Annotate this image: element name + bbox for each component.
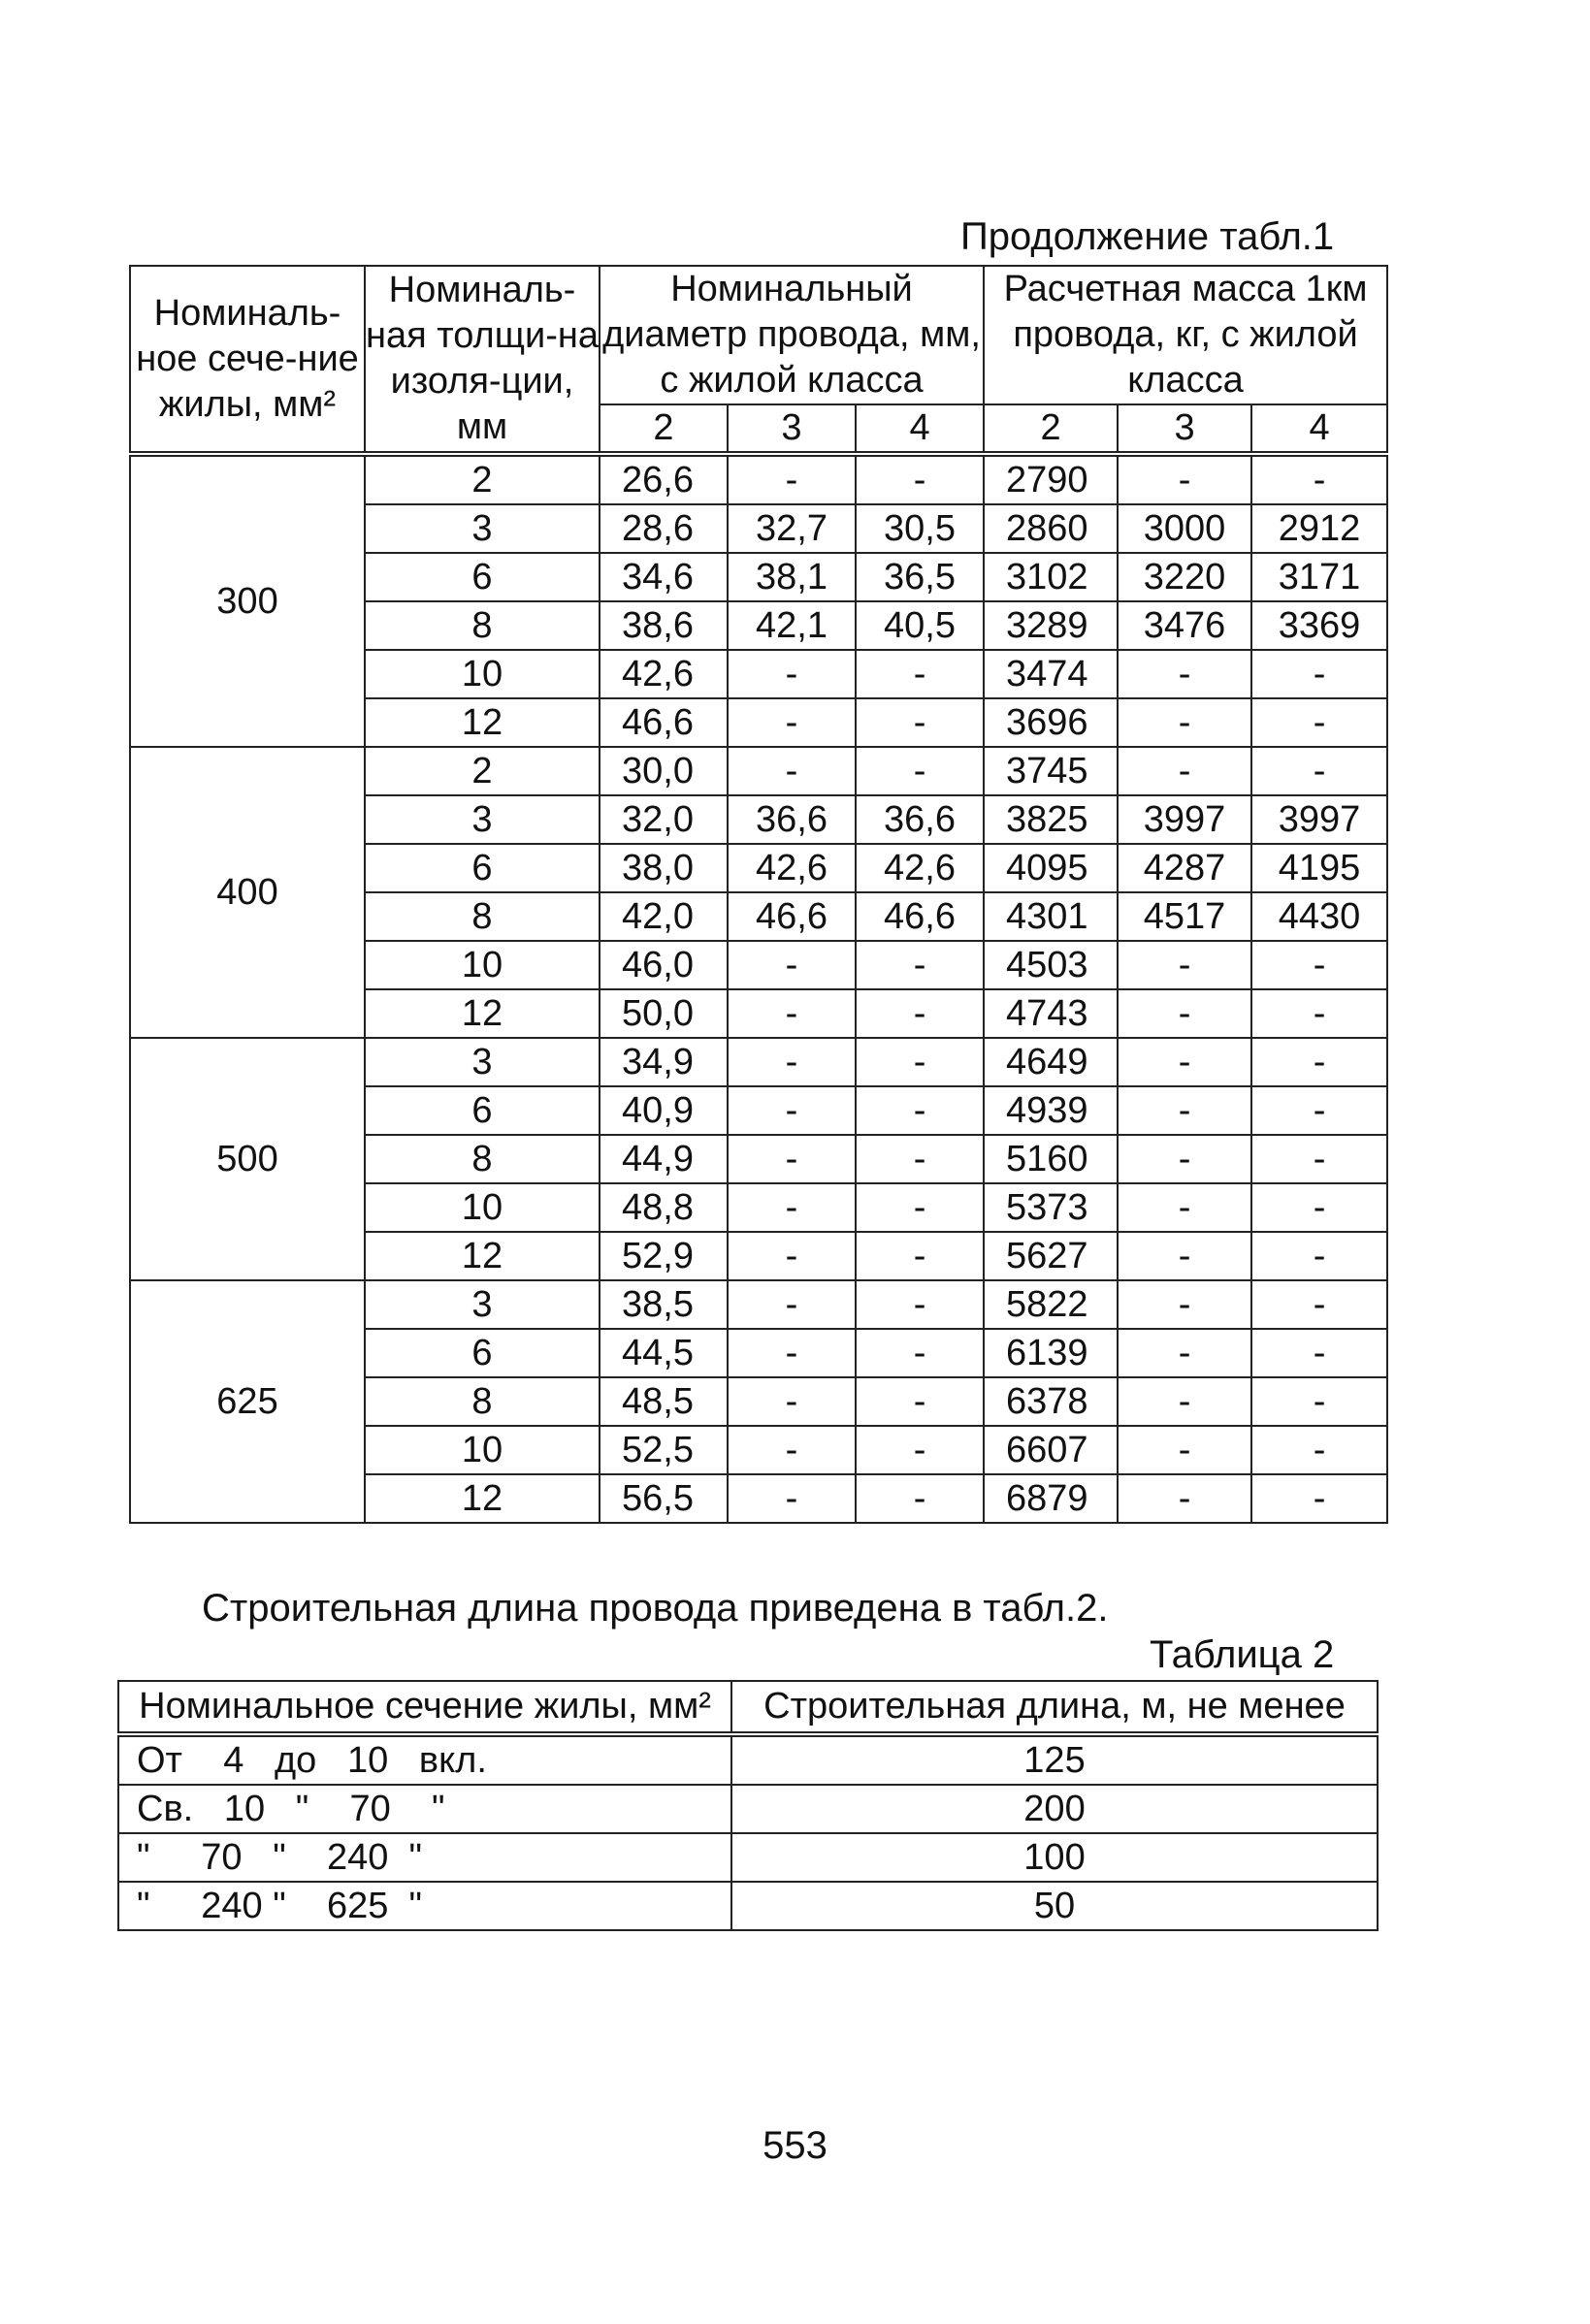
range-cell: " 70 " 240 " (118, 1833, 731, 1882)
diameter-cell: 48,5 (600, 1377, 728, 1426)
mass-cell: - (1118, 698, 1251, 747)
mass-cell: 4287 (1118, 844, 1251, 892)
mass-cell: - (1251, 1086, 1387, 1135)
insulation-cell: 12 (365, 989, 600, 1038)
mass-cell: 3476 (1118, 601, 1251, 650)
mass-cell: - (1251, 1329, 1387, 1377)
section-cell: 625 (130, 1280, 365, 1523)
insulation-cell: 10 (365, 1426, 600, 1474)
insulation-cell: 8 (365, 1135, 600, 1183)
paragraph-text: Строительная длина провода приведена в табл.2. (202, 1587, 1109, 1630)
mass-cell: - (1118, 1329, 1251, 1377)
mass-cell: 3997 (1118, 795, 1251, 844)
mass-cell: 3745 (984, 747, 1118, 795)
diameter-cell: 56,5 (600, 1474, 728, 1523)
mass-cell: - (1251, 941, 1387, 989)
diameter-cell: - (728, 747, 856, 795)
diameter-cell: - (728, 1086, 856, 1135)
mass-cell: 5160 (984, 1135, 1118, 1183)
mass-cell: - (1251, 1135, 1387, 1183)
table2 (117, 1680, 1379, 1931)
diameter-cell: 42,1 (728, 601, 856, 650)
insulation-cell: 3 (365, 1280, 600, 1329)
insulation-cell: 3 (365, 795, 600, 844)
mass-cell: 3696 (984, 698, 1118, 747)
mass-cell: - (1118, 1183, 1251, 1232)
mass-cell: - (1251, 989, 1387, 1038)
mass-cell: - (1251, 650, 1387, 698)
diameter-cell: 30,0 (600, 747, 728, 795)
mass-cell: - (1118, 454, 1251, 504)
diameter-cell: - (728, 1038, 856, 1086)
mass-cell: 3369 (1251, 601, 1387, 650)
mass-cell: - (1118, 1377, 1251, 1426)
diameter-cell: 52,5 (600, 1426, 728, 1474)
header-diameter: Номинальный диаметр провода, мм, с жилой класса (600, 266, 984, 404)
mass-cell: - (1251, 1474, 1387, 1523)
mass-cell: 3997 (1251, 795, 1387, 844)
mass-cell: 3474 (984, 650, 1118, 698)
mass-cell: - (1118, 1474, 1251, 1523)
mass-cell: - (1118, 941, 1251, 989)
mass-cell: - (1251, 1377, 1387, 1426)
table-row (130, 1038, 1387, 1086)
header-class: 2 (984, 404, 1118, 454)
mass-cell: - (1118, 1426, 1251, 1474)
insulation-cell: 3 (365, 1038, 600, 1086)
diameter-cell: - (856, 1474, 984, 1523)
diameter-cell: 46,6 (728, 892, 856, 941)
mass-cell: 4743 (984, 989, 1118, 1038)
diameter-cell: - (856, 454, 984, 504)
insulation-cell: 10 (365, 941, 600, 989)
mass-cell: - (1251, 1183, 1387, 1232)
diameter-cell: 44,5 (600, 1329, 728, 1377)
length-cell: 200 (731, 1785, 1378, 1833)
header-class: 4 (1251, 404, 1387, 454)
mass-cell: 5373 (984, 1183, 1118, 1232)
diameter-cell: 26,6 (600, 454, 728, 504)
page-number: 553 (763, 2124, 827, 2167)
mass-cell: - (1118, 1135, 1251, 1183)
diameter-cell: - (856, 1183, 984, 1232)
table-row (130, 1280, 1387, 1329)
mass-cell: 2860 (984, 504, 1118, 553)
diameter-cell: - (728, 1377, 856, 1426)
diameter-cell: - (856, 1086, 984, 1135)
diameter-cell: - (728, 941, 856, 989)
range-cell: От 4 до 10 вкл. (118, 1734, 731, 1785)
diameter-cell: - (728, 989, 856, 1038)
diameter-cell: - (728, 1135, 856, 1183)
header-class: 3 (1118, 404, 1251, 454)
mass-cell: 2912 (1251, 504, 1387, 553)
insulation-cell: 10 (365, 650, 600, 698)
diameter-cell: 32,0 (600, 795, 728, 844)
mass-cell: 4503 (984, 941, 1118, 989)
mass-cell: - (1118, 1086, 1251, 1135)
diameter-cell: 42,6 (600, 650, 728, 698)
mass-cell: - (1118, 747, 1251, 795)
mass-cell: - (1251, 1038, 1387, 1086)
diameter-cell: 34,9 (600, 1038, 728, 1086)
diameter-cell: 40,9 (600, 1086, 728, 1135)
diameter-cell: - (728, 698, 856, 747)
mass-cell: 4649 (984, 1038, 1118, 1086)
diameter-cell: 36,6 (856, 795, 984, 844)
section-cell: 300 (130, 454, 365, 747)
mass-cell: 4095 (984, 844, 1118, 892)
mass-cell: 3000 (1118, 504, 1251, 553)
mass-cell: - (1251, 1280, 1387, 1329)
table1-caption: Продолжение табл.1 (960, 215, 1335, 258)
mass-cell: - (1251, 454, 1387, 504)
diameter-cell: - (856, 747, 984, 795)
mass-cell: 2790 (984, 454, 1118, 504)
diameter-cell: 36,5 (856, 553, 984, 601)
insulation-cell: 10 (365, 1183, 600, 1232)
mass-cell: 6879 (984, 1474, 1118, 1523)
table-row (118, 1734, 1378, 1785)
mass-cell: 4939 (984, 1086, 1118, 1135)
diameter-cell: - (856, 1280, 984, 1329)
mass-cell: 5627 (984, 1232, 1118, 1280)
diameter-cell: - (856, 1377, 984, 1426)
insulation-cell: 8 (365, 1377, 600, 1426)
table1 (129, 265, 1388, 1524)
diameter-cell: - (728, 650, 856, 698)
mass-cell: 6378 (984, 1377, 1118, 1426)
mass-cell: - (1118, 1280, 1251, 1329)
table-row (130, 454, 1387, 504)
length-cell: 125 (731, 1734, 1378, 1785)
range-cell: " 240 " 625 " (118, 1882, 731, 1930)
diameter-cell: - (856, 698, 984, 747)
length-cell: 100 (731, 1833, 1378, 1882)
diameter-cell: - (856, 941, 984, 989)
diameter-cell: - (728, 454, 856, 504)
length-cell: 50 (731, 1882, 1378, 1930)
diameter-cell: 42,0 (600, 892, 728, 941)
diameter-cell: - (856, 1426, 984, 1474)
mass-cell: - (1251, 698, 1387, 747)
diameter-cell: - (728, 1426, 856, 1474)
diameter-cell: 40,5 (856, 601, 984, 650)
header-length: Строительная длина, м, не менее (731, 1681, 1378, 1734)
diameter-cell: 32,7 (728, 504, 856, 553)
section-cell: 400 (130, 747, 365, 1038)
diameter-cell: 38,6 (600, 601, 728, 650)
diameter-cell: 44,9 (600, 1135, 728, 1183)
header-class: 4 (856, 404, 984, 454)
mass-cell: - (1118, 1232, 1251, 1280)
table2-caption: Таблица 2 (1150, 1633, 1335, 1676)
insulation-cell: 2 (365, 454, 600, 504)
diameter-cell: 52,9 (600, 1232, 728, 1280)
diameter-cell: 46,6 (600, 698, 728, 747)
insulation-cell: 6 (365, 553, 600, 601)
header-mass: Расчетная масса 1км провода, кг, с жилой класса (984, 266, 1387, 404)
table-row (118, 1833, 1378, 1882)
mass-cell: 5822 (984, 1280, 1118, 1329)
diameter-cell: - (856, 1135, 984, 1183)
diameter-cell: 46,0 (600, 941, 728, 989)
diameter-cell: 38,5 (600, 1280, 728, 1329)
mass-cell: - (1118, 650, 1251, 698)
diameter-cell: 30,5 (856, 504, 984, 553)
diameter-cell: - (728, 1329, 856, 1377)
header-insulation: Номиналь-ная толщи-на изоля-ции, мм (365, 266, 600, 454)
diameter-cell: - (856, 1232, 984, 1280)
insulation-cell: 3 (365, 504, 600, 553)
header-class: 3 (728, 404, 856, 454)
mass-cell: - (1118, 989, 1251, 1038)
insulation-cell: 6 (365, 1086, 600, 1135)
diameter-cell: 48,8 (600, 1183, 728, 1232)
diameter-cell: 50,0 (600, 989, 728, 1038)
mass-cell: 4301 (984, 892, 1118, 941)
mass-cell: 6607 (984, 1426, 1118, 1474)
mass-cell: 4430 (1251, 892, 1387, 941)
diameter-cell: 36,6 (728, 795, 856, 844)
mass-cell: 4517 (1118, 892, 1251, 941)
table-row (118, 1785, 1378, 1833)
mass-cell: 3289 (984, 601, 1118, 650)
mass-cell: - (1251, 1426, 1387, 1474)
mass-cell: - (1251, 1232, 1387, 1280)
mass-cell: 4195 (1251, 844, 1387, 892)
header-section: Номиналь-ное сече-ние жилы, мм² (130, 266, 365, 454)
table-row (130, 747, 1387, 795)
diameter-cell: - (856, 1038, 984, 1086)
diameter-cell: 46,6 (856, 892, 984, 941)
diameter-cell: - (728, 1474, 856, 1523)
insulation-cell: 12 (365, 698, 600, 747)
mass-cell: 3171 (1251, 553, 1387, 601)
section-cell: 500 (130, 1038, 365, 1280)
diameter-cell: - (728, 1183, 856, 1232)
insulation-cell: 8 (365, 892, 600, 941)
insulation-cell: 6 (365, 1329, 600, 1377)
insulation-cell: 6 (365, 844, 600, 892)
diameter-cell: 38,0 (600, 844, 728, 892)
diameter-cell: - (728, 1232, 856, 1280)
table-row (118, 1882, 1378, 1930)
mass-cell: 3220 (1118, 553, 1251, 601)
diameter-cell: - (856, 989, 984, 1038)
insulation-cell: 2 (365, 747, 600, 795)
mass-cell: 6139 (984, 1329, 1118, 1377)
diameter-cell: 42,6 (728, 844, 856, 892)
diameter-cell: 42,6 (856, 844, 984, 892)
mass-cell: - (1118, 1038, 1251, 1086)
range-cell: Св. 10 " 70 " (118, 1785, 731, 1833)
mass-cell: 3825 (984, 795, 1118, 844)
header-class: 2 (600, 404, 728, 454)
insulation-cell: 12 (365, 1232, 600, 1280)
mass-cell: 3102 (984, 553, 1118, 601)
diameter-cell: - (856, 650, 984, 698)
diameter-cell: - (728, 1280, 856, 1329)
diameter-cell: 34,6 (600, 553, 728, 601)
header-section-range: Номинальное сечение жилы, мм² (118, 1681, 731, 1734)
mass-cell: - (1251, 747, 1387, 795)
diameter-cell: 38,1 (728, 553, 856, 601)
diameter-cell: - (856, 1329, 984, 1377)
insulation-cell: 12 (365, 1474, 600, 1523)
diameter-cell: 28,6 (600, 504, 728, 553)
insulation-cell: 8 (365, 601, 600, 650)
